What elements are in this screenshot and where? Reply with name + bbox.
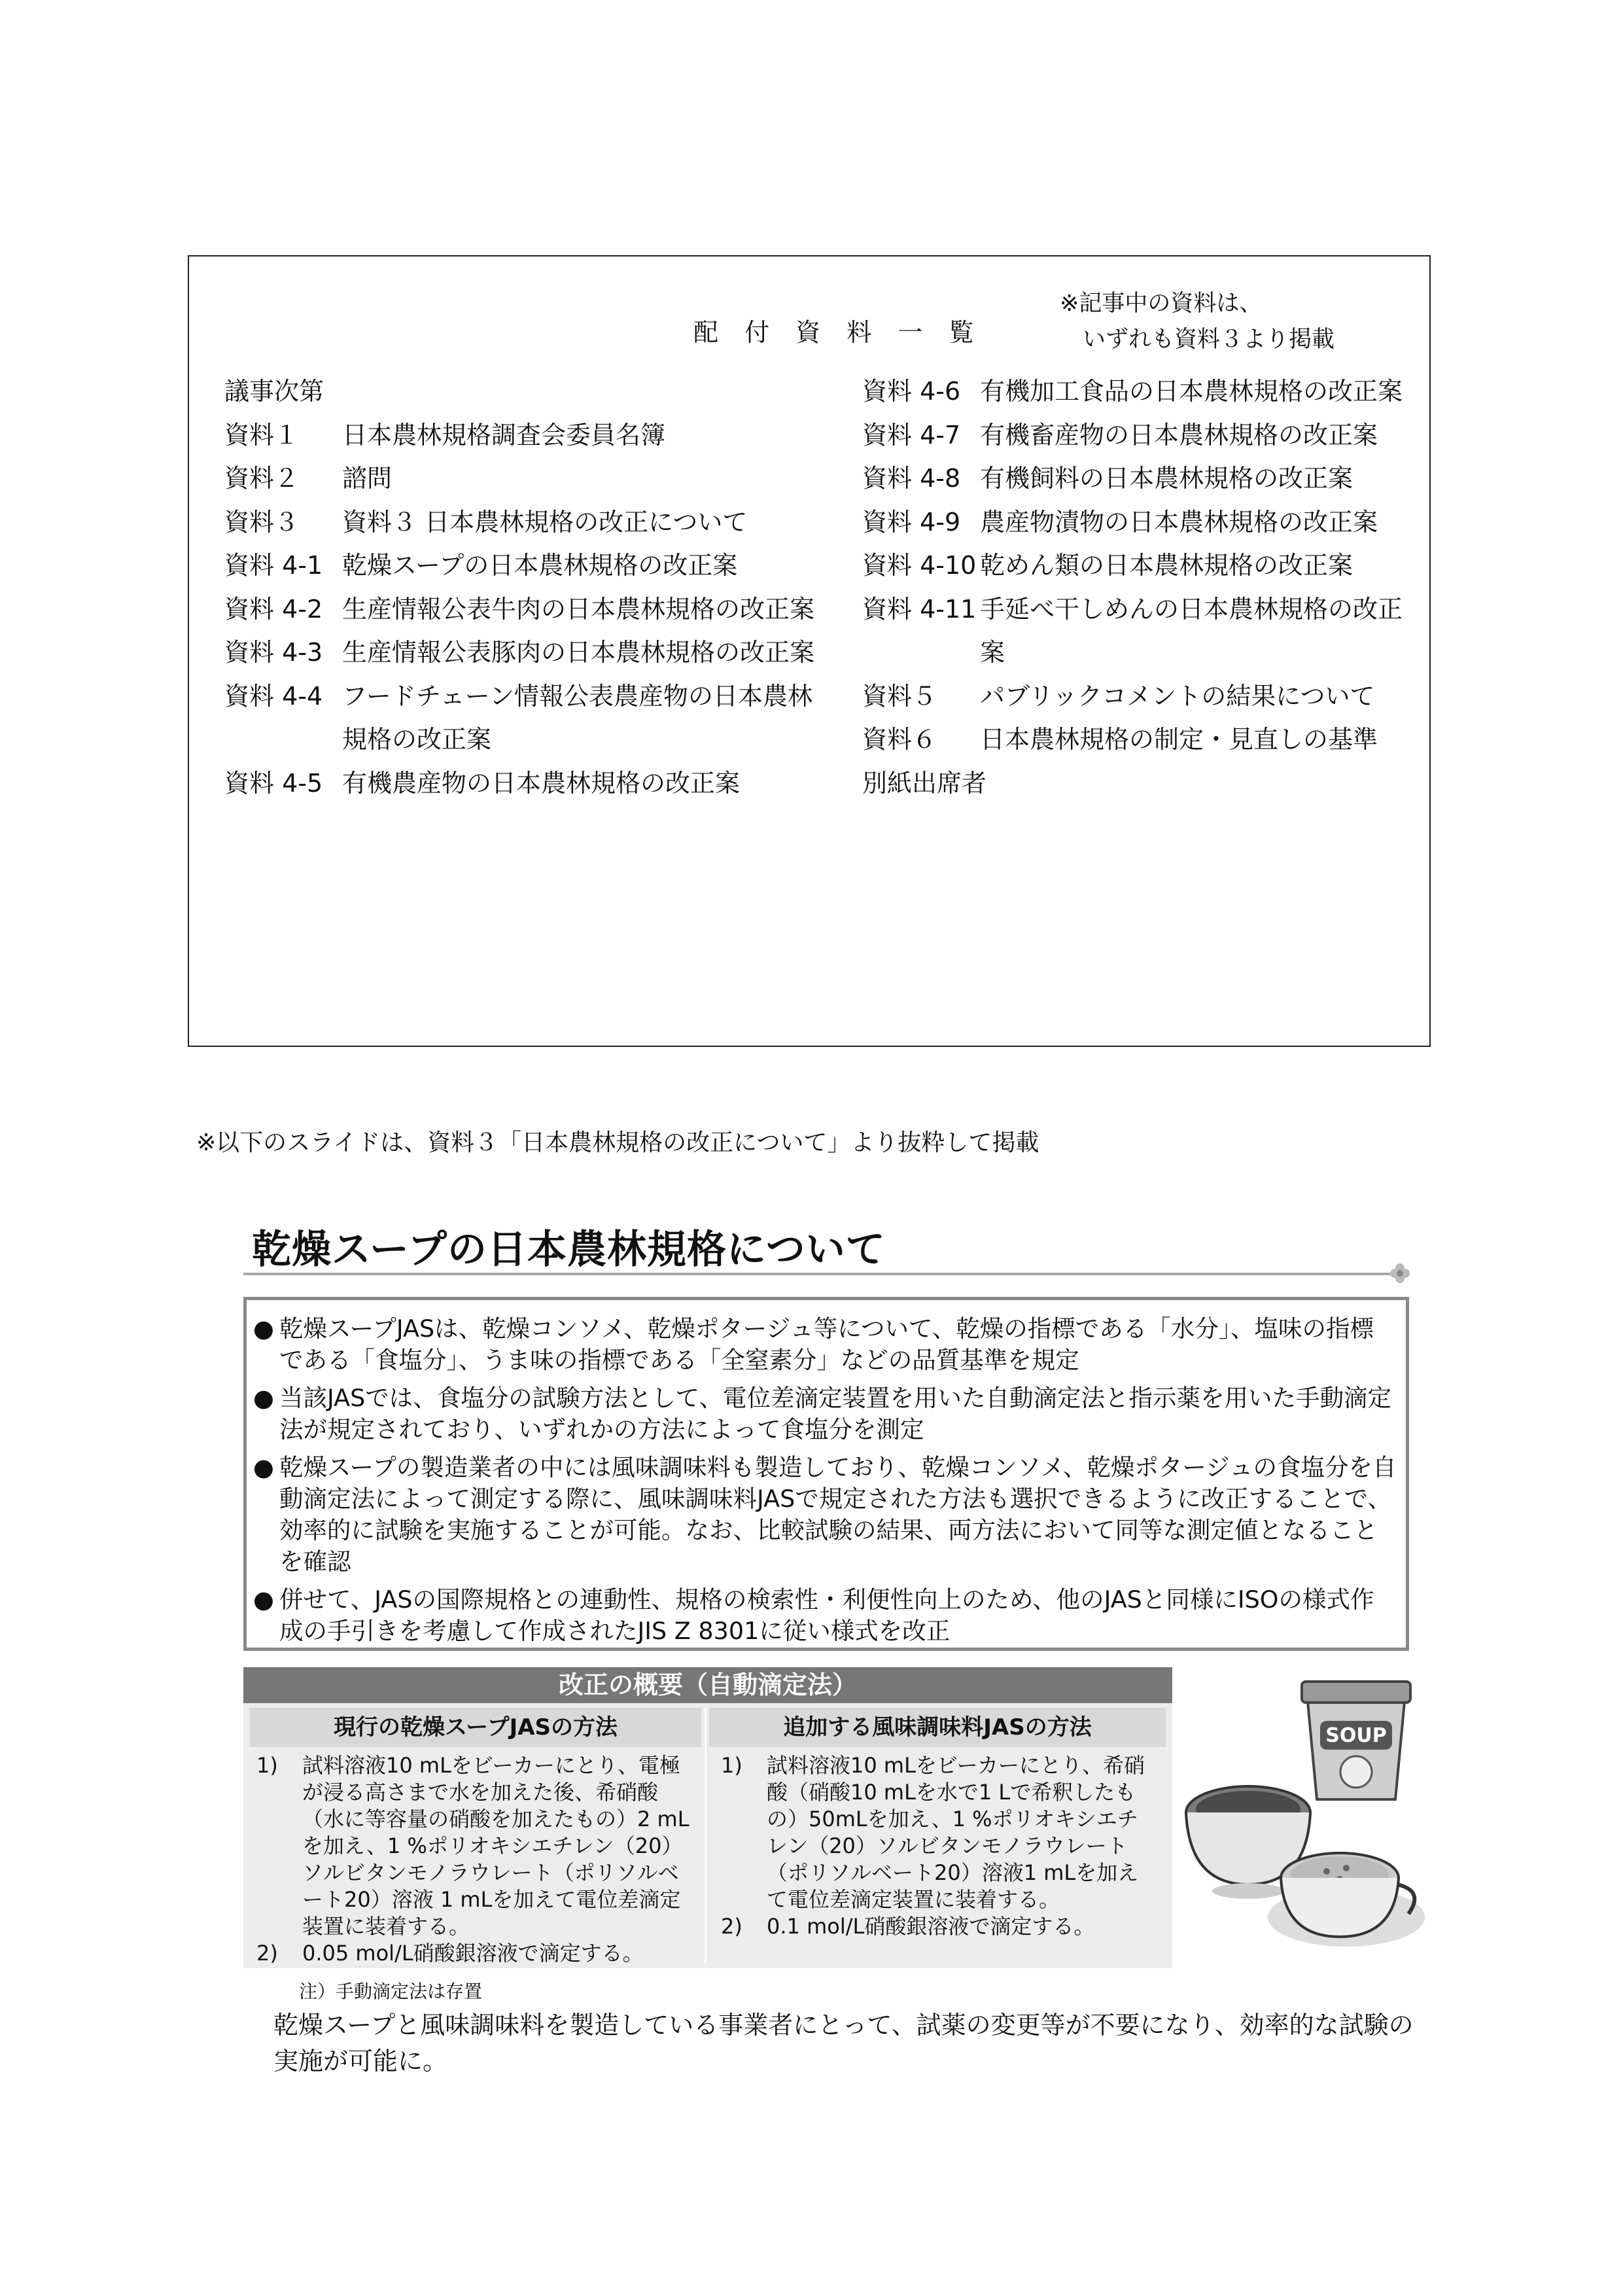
material-label: 資料 4-11	[862, 594, 977, 624]
method-step: 2) 0.05 mol/L硝酸銀溶液で滴定する。	[256, 1941, 644, 1966]
bullet-item: ● 乾燥スープの製造業者の中には風味調味料も製造しており、乾燥コンソメ、乾燥ポタージュの食塩分を自動滴定法によって測定する際に、風味調味料JASで規定された方法も選択できるように改正することで、効率的に試験を実施することが可能。なお、比較試験の結果、両方法において同等な測定値となることを確認	[253, 1452, 1397, 1578]
material-text	[324, 370, 826, 414]
material-label: 資料 4-4	[224, 681, 323, 711]
material-item	[862, 718, 1425, 762]
material-label: 資料 4-8	[862, 464, 961, 493]
bullet-item: ● 併せて、JASの国際規格との連動性、規格の検索性・利便性向上のため、他のJASと同様にISOの様式作成の手引きを考慮して作成されたJIS Z 8301に従い様式を改正	[253, 1584, 1397, 1647]
materials-title: 配 付 資 料 一 覧	[693, 318, 983, 347]
footnote: 注）手動滴定法は存置	[299, 1981, 483, 2002]
bullet-dot-icon: ●	[253, 1315, 274, 1343]
material-text: 資料３ 日本農林規格の改正について	[342, 507, 748, 537]
current-method-steps	[256, 1752, 695, 1967]
material-item	[862, 414, 1425, 457]
materials-right-column	[862, 370, 1425, 805]
material-text: パブリックコメントの結果について	[980, 681, 1375, 711]
bullet-item: ● 乾燥スープJASは、乾燥コンソメ、乾燥ポタージュ等について、乾燥の指標である「水分」、塩味の指標である「食塩分」、うま味の指標である「全窒素分」などの品質基準を規定	[253, 1313, 1397, 1376]
material-label: 議事次第	[224, 377, 324, 406]
slide-note: ※以下のスライドは、資料３「日本農林規格の改正について」より抜粋して掲載	[196, 1129, 1039, 1156]
material-label: 資料１	[224, 420, 300, 450]
material-item	[862, 762, 1425, 805]
material-label: 資料６	[862, 725, 937, 754]
material-item	[862, 370, 1425, 414]
material-text: フードチェーン情報公表農産物の日本農林規格の改正案	[342, 681, 812, 754]
bullet-item: ● 当該JASでは、食塩分の試験方法として、電位差滴定装置を用いた自動滴定法と指示薬を用いた手動滴定法が規定されており、いずれかの方法によって食塩分を測定	[253, 1383, 1397, 1445]
material-label: 資料 4-9	[862, 507, 961, 537]
column-divider	[705, 1708, 707, 1963]
material-item	[224, 501, 826, 544]
cup-label: SOUP	[1325, 1724, 1387, 1747]
material-text: 有機農産物の日本農林規格の改正案	[342, 768, 741, 798]
conclusion: 乾燥スープと風味調味料を製造している事業者にとって、試薬の変更等が不要になり、効率的な試験の実施が可能に。	[273, 2011, 1414, 2075]
material-text: 日本農林規格の制定・見直しの基準	[980, 725, 1378, 754]
material-label: 資料２	[224, 464, 300, 493]
method-step: 1) 試料溶液10 mLをビーカーにとり、希硝酸（硝酸10 mLを水で1 Lで希釈したもの）50mLを加え、1 %ポリオキシエチレン（20）ソルビタンモノラウレート（ポリソルベート20）溶液1 mLを加えて電位差滴定装置に装着する。	[721, 1753, 1145, 1912]
summary-table	[243, 1667, 1172, 1968]
material-label: 資料 4-2	[224, 594, 323, 624]
material-item	[224, 762, 826, 805]
bullet-box	[243, 1297, 1409, 1651]
method-step: 1) 試料溶液10 mLをビーカーにとり、電極が浸る高さまで水を加えた後、希硝酸（水に等容量の硝酸を加えたもの）2 mLを加え、1 %ポリオキシエチレン（20）ソルビタンモノラウレート（ポリソルベート20）溶液 1 mLを加えて電位差滴定装置に装着する。	[256, 1753, 689, 1939]
material-label: 資料 4-7	[862, 420, 961, 450]
material-text: 生産情報公表豚肉の日本農林規格の改正案	[342, 638, 815, 667]
bullet-dot-icon: ●	[253, 1453, 274, 1481]
material-text: 手延べ干しめんの日本農林規格の改正案	[980, 594, 1403, 667]
material-item	[224, 588, 826, 631]
material-text: 乾燥スープの日本農林規格の改正案	[342, 551, 738, 580]
new-method-steps	[721, 1752, 1153, 1940]
material-item	[862, 457, 1425, 501]
material-text: 生産情報公表牛肉の日本農林規格の改正案	[342, 594, 815, 624]
summary-title: 改正の概要（自動滴定法）	[243, 1667, 1172, 1703]
new-method-head: 追加する風味調味料JASの方法	[709, 1708, 1166, 1747]
bullet-dot-icon: ●	[253, 1585, 274, 1614]
material-text: 有機加工食品の日本農林規格の改正案	[980, 377, 1403, 406]
soup-illustration	[1183, 1675, 1431, 1976]
material-item	[862, 501, 1425, 544]
bullet-dot-icon: ●	[253, 1384, 274, 1412]
material-item	[224, 631, 826, 675]
material-text: 有機畜産物の日本農林規格の改正案	[980, 420, 1378, 450]
material-item	[224, 457, 826, 501]
material-text: 乾めん類の日本農林規格の改正案	[980, 551, 1353, 580]
material-text: 有機飼料の日本農林規格の改正案	[980, 464, 1353, 493]
material-text: 諮問	[342, 464, 393, 493]
material-text: 農産物漬物の日本農林規格の改正案	[980, 507, 1378, 537]
method-step: 2) 0.1 mol/L硝酸銀溶液で滴定する。	[721, 1914, 1095, 1939]
material-label: 資料 4-6	[862, 377, 961, 406]
material-label: 資料 4-3	[224, 638, 323, 667]
current-method-head: 現行の乾燥スープJASの方法	[250, 1708, 701, 1747]
material-item	[224, 544, 826, 588]
material-label: 別紙出席者	[862, 768, 987, 798]
slide-title: 乾燥スープの日本農林規格について	[252, 1227, 886, 1273]
material-item	[224, 414, 826, 457]
material-item	[224, 675, 826, 762]
material-item	[224, 370, 826, 414]
material-label: 資料３	[224, 507, 300, 537]
material-label: 資料 4-10	[862, 551, 977, 580]
material-text	[986, 762, 1425, 805]
materials-note: ※記事中の資料は、 いずれも資料３より掲載	[1060, 291, 1335, 353]
material-text: 日本農林規格調査会委員名簿	[342, 420, 666, 450]
title-underline	[243, 1273, 1393, 1275]
material-item	[862, 544, 1425, 588]
flower-icon	[1388, 1262, 1412, 1285]
material-label: 資料 4-5	[224, 768, 323, 798]
material-item	[862, 675, 1425, 718]
material-label: 資料５	[862, 681, 937, 711]
material-item	[862, 588, 1425, 675]
material-label: 資料 4-1	[224, 551, 323, 580]
materials-left-column	[224, 370, 826, 805]
